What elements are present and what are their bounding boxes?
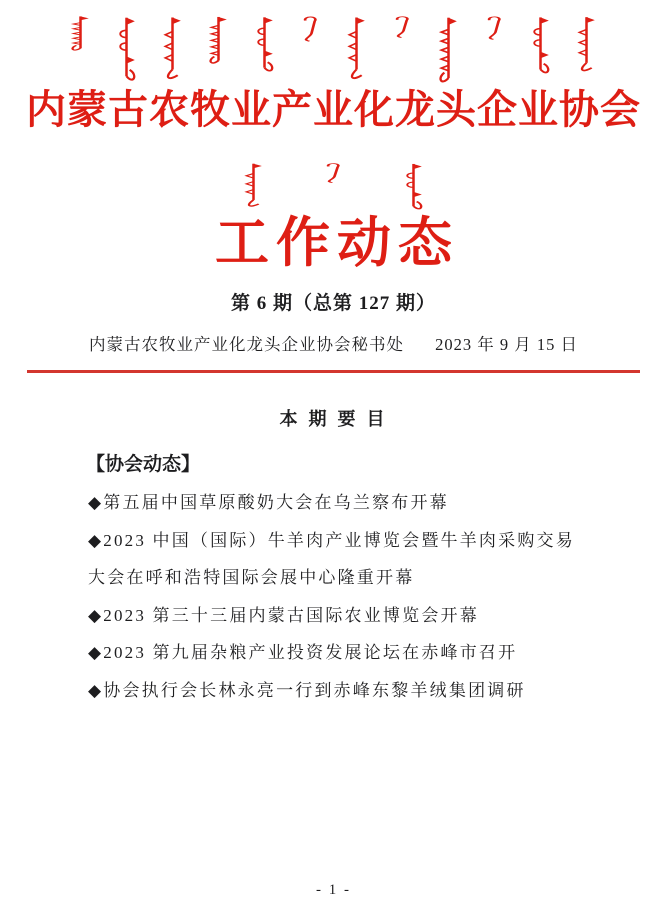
mongolian-word-icon bbox=[436, 15, 461, 87]
toc-item: ◆协会执行会长林永亮一行到赤峰东黎羊绒集团调研 bbox=[88, 680, 526, 700]
mongolian-word-icon bbox=[574, 15, 599, 73]
toc-item: ◆第五届中国草原酸奶大会在乌兰察布开幕 bbox=[88, 493, 449, 513]
publish-date: 2023 年 9 月 15 日 bbox=[435, 335, 578, 355]
divider-rule bbox=[27, 370, 640, 373]
mongolian-word-icon bbox=[160, 15, 185, 81]
publisher: 内蒙古农牧业产业化龙头企业协会秘书处 bbox=[89, 335, 404, 355]
mongolian-word-icon bbox=[390, 15, 415, 39]
toc-item: ◆2023 第九届杂粮产业投资发展论坛在赤峰市召开 bbox=[88, 643, 518, 663]
mongolian-word-icon bbox=[482, 15, 507, 41]
mongolian-word-icon bbox=[344, 15, 369, 81]
toc-list bbox=[88, 484, 591, 709]
mongolian-script-subtitle bbox=[0, 162, 667, 214]
org-title: 内蒙古农牧业产业化龙头企业协会 bbox=[26, 87, 641, 132]
toc-heading: 本 期 要 目 bbox=[279, 409, 388, 430]
mongolian-word-icon bbox=[241, 162, 266, 208]
mongolian-word-icon bbox=[528, 15, 553, 79]
mongolian-word-icon bbox=[321, 162, 346, 184]
publisher-row bbox=[0, 331, 667, 355]
mongolian-script-banner bbox=[0, 0, 667, 90]
bulletin-title: 工作动态 bbox=[215, 213, 459, 273]
toc-item: ◆2023 第三十三届内蒙古国际农业博览会开幕 bbox=[88, 605, 479, 625]
mongolian-word-icon bbox=[401, 162, 426, 214]
section-label: 【协会动态】 bbox=[86, 454, 201, 476]
mongolian-word-icon bbox=[206, 15, 231, 67]
mongolian-word-icon bbox=[114, 15, 139, 87]
mongolian-word-icon bbox=[298, 15, 323, 43]
mongolian-word-icon bbox=[68, 15, 93, 53]
mongolian-word-icon bbox=[252, 15, 277, 77]
issue-number: 第 6 期（总第 127 期） bbox=[230, 293, 436, 315]
page-number: - 1 - bbox=[316, 882, 351, 898]
toc-item: ◆2023 中国（国际）牛羊肉产业博览会暨牛羊肉采购交易大会在呼和浩特国际会展中心隆重开幕 bbox=[88, 530, 575, 588]
